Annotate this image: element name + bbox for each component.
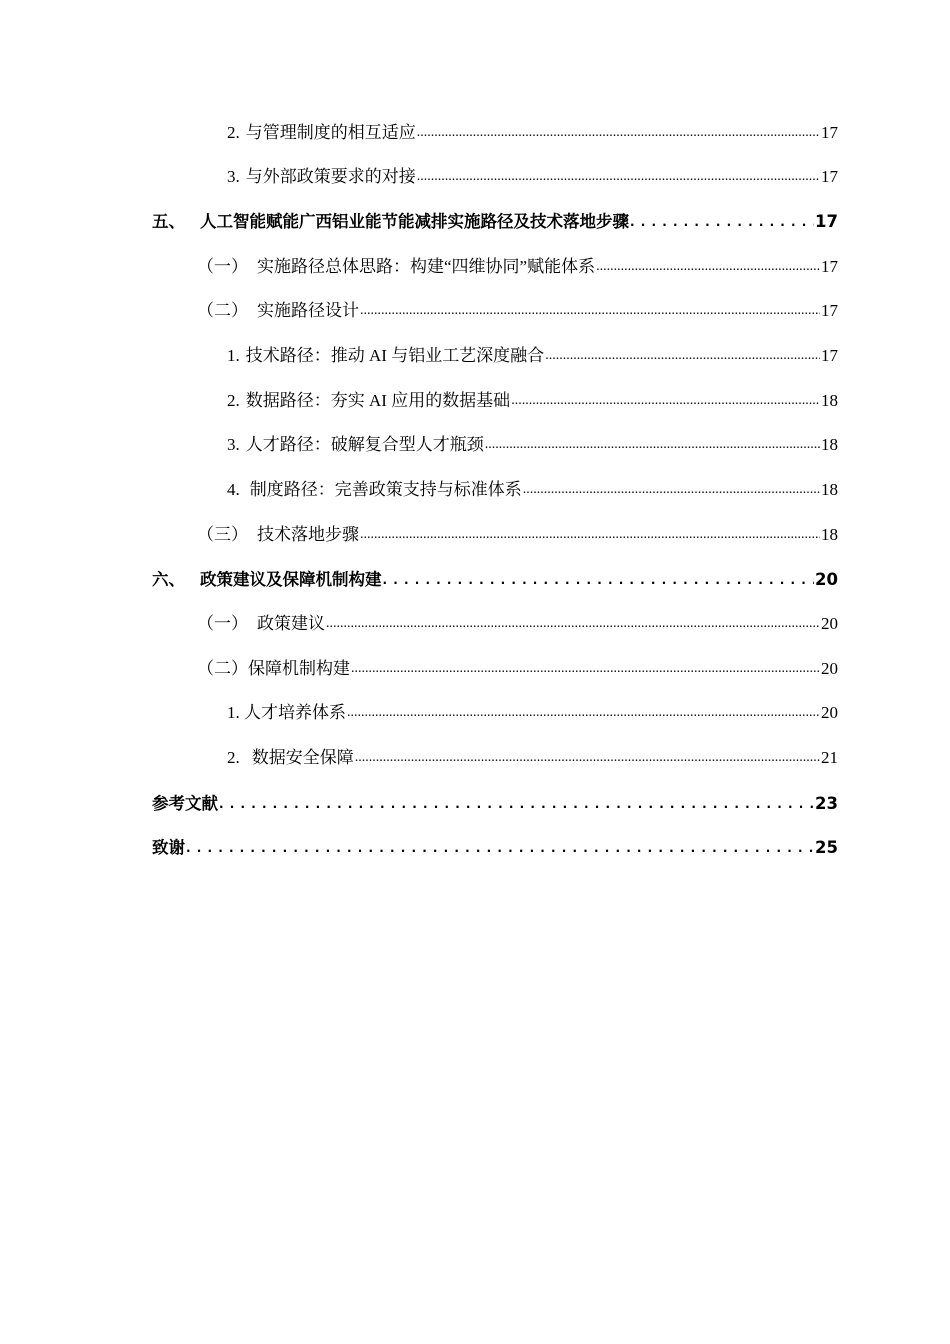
- toc-entry-page: 25: [815, 838, 838, 857]
- toc-entry-number: （二）: [197, 301, 248, 320]
- toc-entry-title: 与管理制度的相互适应: [245, 123, 416, 142]
- toc-entry-number: 2.: [227, 748, 240, 767]
- toc-entry-title: 制度路径：完善政策支持与标准体系: [249, 480, 522, 499]
- dot-leader: [186, 837, 814, 859]
- dot-leader: [417, 166, 820, 188]
- dot-leader: [326, 613, 820, 635]
- toc-entry-title: 人才路径：破解复合型人才瓶颈: [245, 435, 484, 454]
- toc-entry-number: （一）: [197, 614, 248, 633]
- toc-entry-title: 参考文献: [152, 794, 218, 813]
- toc-entry[interactable]: [227, 341, 838, 367]
- toc-entry[interactable]: [227, 386, 838, 412]
- toc-entry-number: 2.: [227, 391, 240, 410]
- toc-entry-page: 20: [821, 659, 838, 678]
- toc-chapter-entry[interactable]: [152, 833, 838, 859]
- toc-entry-page: 18: [821, 391, 838, 410]
- toc-entry-number: （三）: [197, 525, 248, 544]
- toc-entry-page: 17: [815, 212, 838, 231]
- toc-chapter-entry[interactable]: [152, 789, 838, 815]
- toc-entry-page: 17: [821, 257, 838, 276]
- toc-chapter-entry[interactable]: [152, 207, 838, 233]
- toc-entry-page: 17: [821, 123, 838, 142]
- toc-entry-title: 数据安全保障: [251, 748, 354, 767]
- toc-entry-page: 20: [815, 570, 838, 589]
- dot-leader: [347, 702, 820, 724]
- toc-chapter-entry[interactable]: [152, 565, 838, 591]
- dot-leader: [360, 524, 820, 546]
- dot-leader: [545, 345, 820, 367]
- toc-entry-page: 17: [821, 167, 838, 186]
- toc-entry[interactable]: [197, 252, 838, 278]
- toc-entry[interactable]: [197, 296, 838, 322]
- toc-entry-page: 18: [821, 435, 838, 454]
- dot-leader: [511, 390, 820, 412]
- toc-entry-page: 21: [821, 748, 838, 767]
- toc-entry[interactable]: [227, 162, 838, 188]
- toc-entry[interactable]: [227, 743, 838, 769]
- dot-leader: [485, 434, 820, 456]
- toc-entry-title: 政策建议: [257, 614, 325, 633]
- toc-entry-title: 技术落地步骤: [257, 525, 359, 544]
- dot-leader: [596, 256, 820, 278]
- toc-entry-title: 与外部政策要求的对接: [245, 167, 416, 186]
- toc-entry-number: 2.: [227, 123, 240, 142]
- toc-entry-page: 20: [821, 703, 838, 722]
- dot-leader: [351, 658, 820, 680]
- toc-entry-page: 17: [821, 301, 838, 320]
- toc-entry-number: 1.: [227, 346, 240, 365]
- toc-entry-page: 20: [821, 614, 838, 633]
- toc-entry-page: 18: [821, 525, 838, 544]
- toc-entry-number: （一）: [197, 257, 248, 276]
- toc-entry-number: 3.: [227, 167, 240, 186]
- toc-entry-title: 政策建议及保障机制构建: [200, 570, 382, 589]
- toc-entry-title: 技术路径：推动 AI 与铝业工艺深度融合: [245, 346, 545, 365]
- dot-leader: [219, 793, 814, 815]
- toc-entry-title: 实施路径设计: [257, 301, 359, 320]
- toc-entry[interactable]: [227, 430, 838, 456]
- toc-entry-title: 致谢: [152, 838, 185, 857]
- toc-entry[interactable]: [227, 118, 838, 144]
- toc-entry[interactable]: [197, 654, 838, 680]
- toc-entry-title: 1. 人才培养体系: [227, 703, 346, 722]
- toc-entry-page: 17: [821, 346, 838, 365]
- dot-leader: [417, 122, 820, 144]
- toc-entry[interactable]: [227, 698, 838, 724]
- toc-entry-title: 人工智能赋能广西铝业能节能减排实施路径及技术落地步骤: [200, 212, 629, 231]
- dot-leader: [360, 300, 820, 322]
- dot-leader: [383, 569, 815, 591]
- toc-entry-title: 数据路径：夯实 AI 应用的数据基础: [245, 391, 511, 410]
- toc-entry-page: 23: [815, 794, 838, 813]
- toc-entry-page: 18: [821, 480, 838, 499]
- toc-entry-number: 4.: [227, 480, 240, 499]
- dot-leader: [355, 747, 820, 769]
- toc-entry-number: 3.: [227, 435, 240, 454]
- toc-entry[interactable]: [227, 475, 838, 501]
- toc-entry[interactable]: [197, 609, 838, 635]
- toc-entry-number: 六、: [152, 570, 185, 589]
- dot-leader: [523, 479, 820, 501]
- toc-entry-number: 五、: [152, 212, 185, 231]
- toc-entry-title: 实施路径总体思路：构建“四维协同”赋能体系: [257, 257, 596, 276]
- toc-entry[interactable]: [197, 520, 838, 546]
- toc-entry-title: （二）保障机制构建: [197, 659, 350, 678]
- dot-leader: [630, 211, 814, 233]
